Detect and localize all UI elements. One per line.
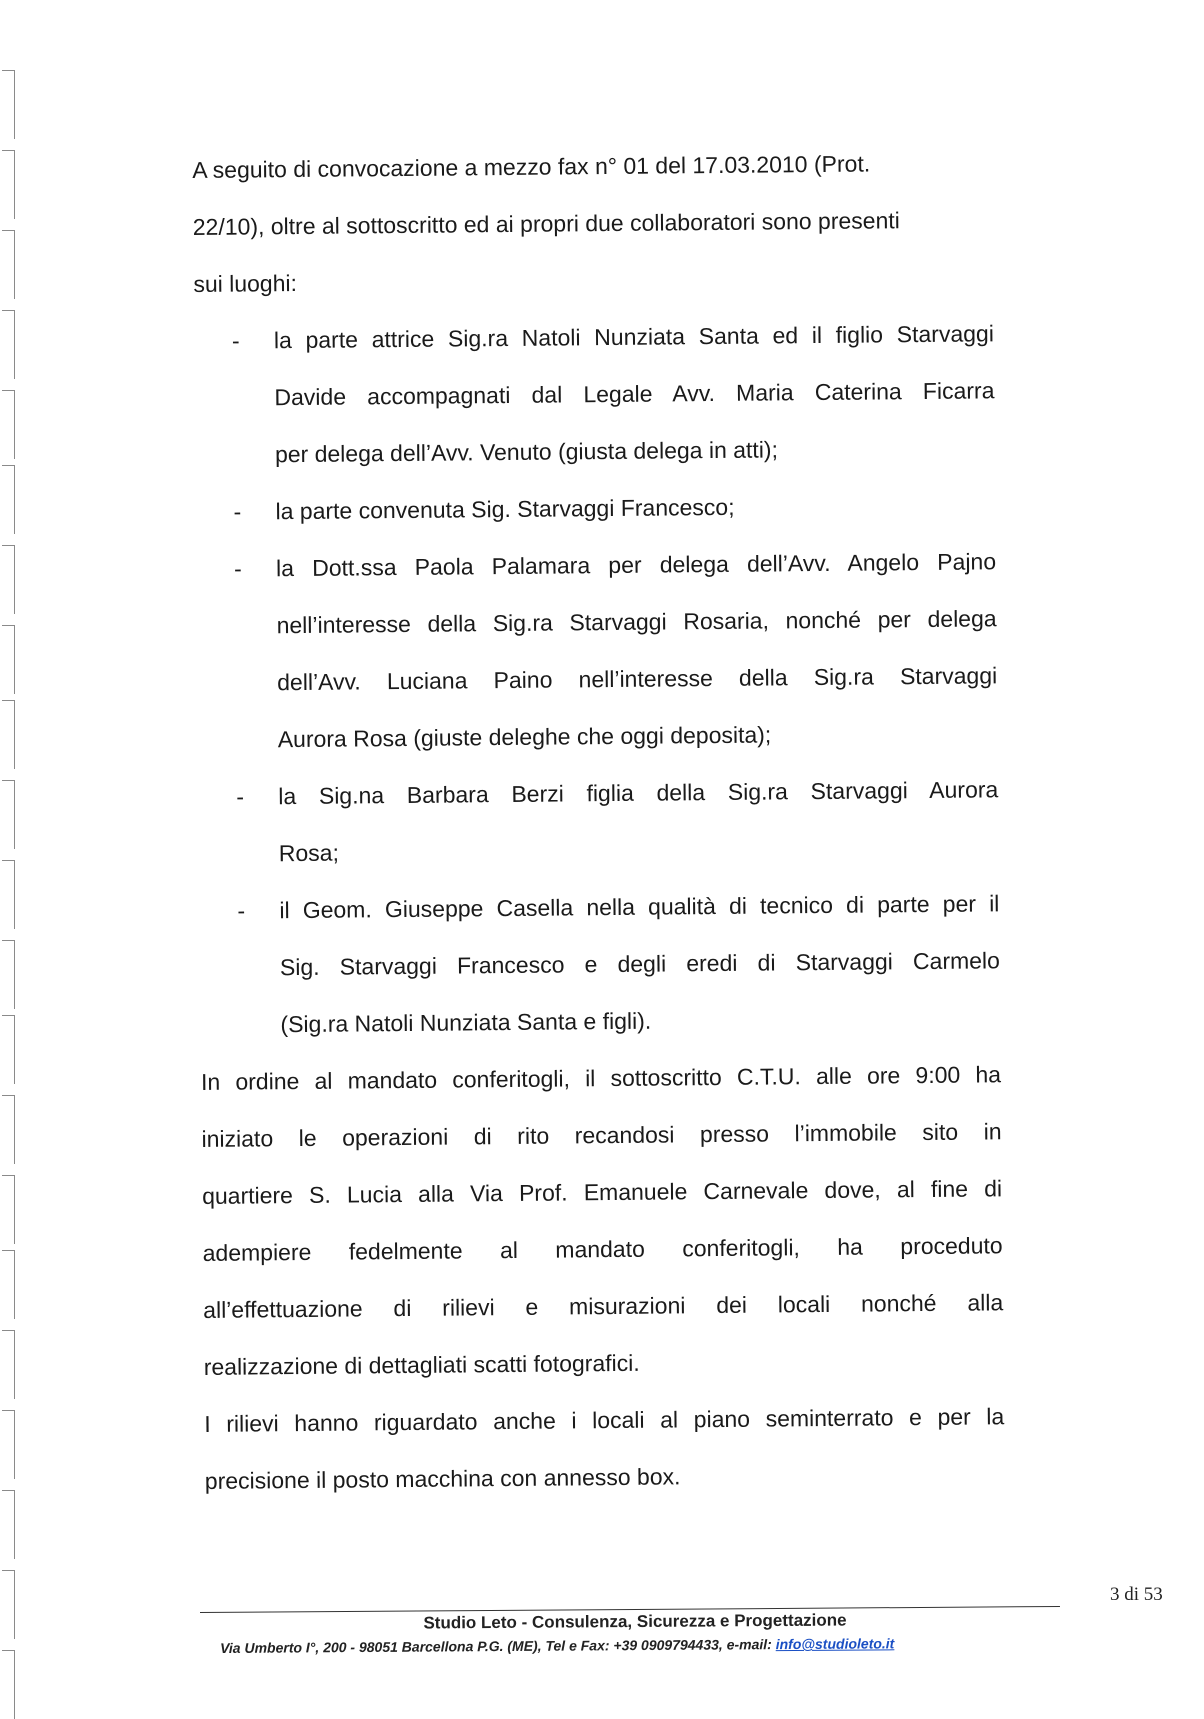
- margin-mark: [2, 545, 15, 614]
- text-line: quartiere S. Lucia alla Via Prof. Emanuele Carnevale dove, al fine di: [201, 1175, 1003, 1209]
- text-line: realizzazione di dettagliati scatti fotografici.: [203, 1349, 640, 1380]
- intro-paragraph: [192, 134, 994, 313]
- list-item: [194, 305, 996, 484]
- text-line: la parte attrice Sig.ra Natoli Nunziata Santa ed il figlio Starvaggi: [273, 320, 994, 354]
- list-item: [195, 476, 996, 541]
- margin-mark: [2, 1095, 15, 1164]
- text-line: adempiere fedelmente al mandato conferitogli, ha proceduto: [202, 1232, 1003, 1266]
- list-item: [198, 761, 999, 883]
- dash-bullet: -: [237, 897, 246, 924]
- operations-paragraph: [201, 1046, 1004, 1396]
- text-line: iniziato le operazioni di rito recandosi presso l’immobile sito in: [201, 1118, 1002, 1152]
- text-line: 22/10), oltre al sottoscritto ed ai propri due collaboratori sono presenti: [192, 207, 900, 240]
- margin-mark: [2, 465, 15, 534]
- document-body: [192, 134, 1005, 1510]
- footer-address-text: Via Umberto I°, 200 - 98051 Barcellona P.G. (ME), Tel e Fax: +39 0909794433, e-mail:: [220, 1636, 776, 1656]
- margin-mark: [2, 1570, 15, 1639]
- margin-mark: [2, 70, 15, 139]
- text-line: Sig. Starvaggi Francesco e degli eredi di Starvaggi Carmelo: [279, 947, 1001, 981]
- footer-studio-title: Studio Leto - Consulenza, Sicurezza e Progettazione: [423, 1610, 847, 1633]
- text-line: sui luoghi:: [193, 269, 298, 297]
- text-line: In ordine al mandato conferitogli, il sottoscritto C.T.U. alle ore 9:00 ha: [200, 1061, 1002, 1095]
- dash-bullet: -: [231, 327, 240, 354]
- list-item: [199, 875, 1001, 1054]
- footer-address: [220, 1634, 1080, 1656]
- margin-mark: [2, 700, 15, 769]
- dash-bullet: -: [236, 783, 245, 810]
- margin-mark: [2, 860, 15, 929]
- attendees-list: [194, 305, 1001, 1054]
- margin-mark: [2, 1015, 15, 1084]
- margin-mark: [2, 1410, 15, 1479]
- text-line: I rilievi hanno riguardato anche i locali al piano seminterrato e per la: [204, 1403, 1005, 1437]
- text-line: precisione il posto macchina con annesso box.: [204, 1463, 681, 1494]
- text-line: dell’Avv. Luciana Paino nell’interesse della Sig.ra Starvaggi: [277, 662, 998, 696]
- margin-mark: [2, 1330, 15, 1399]
- margin-mark: [2, 150, 15, 219]
- margin-mark: [2, 625, 15, 694]
- margin-mark: [2, 1490, 15, 1559]
- dash-bullet: -: [233, 555, 242, 582]
- margin-mark: [2, 1250, 15, 1319]
- text-line: per delega dell’Avv. Venuto (giusta delega in atti);: [274, 436, 779, 468]
- text-line: Aurora Rosa (giuste deleghe che oggi deposita);: [277, 721, 772, 753]
- text-line: la Sig.na Barbara Berzi figlia della Sig.ra Starvaggi Aurora: [278, 776, 999, 810]
- text-line: la Dott.ssa Paola Palamara per delega dell’Avv. Angelo Pajno: [275, 548, 997, 582]
- text-line: Davide accompagnati dal Legale Avv. Maria Caterina Ficarra: [274, 377, 995, 411]
- margin-mark: [2, 390, 15, 459]
- margin-mark: [2, 940, 15, 1009]
- binding-margin-marks: [0, 0, 20, 1718]
- margin-mark: [2, 1175, 15, 1244]
- margin-mark: [2, 780, 15, 849]
- text-line: la parte convenuta Sig. Starvaggi Francesco;: [275, 493, 735, 525]
- survey-paragraph: [204, 1388, 1005, 1510]
- page-number: 3 di 53: [1110, 1584, 1163, 1605]
- text-line: Rosa;: [278, 839, 340, 867]
- margin-mark: [2, 1650, 15, 1719]
- text-line: nell’interesse della Sig.ra Starvaggi Rosaria, nonché per delega: [276, 605, 997, 639]
- text-line: il Geom. Giuseppe Casella nella qualità di tecnico di parte per il: [279, 890, 1000, 924]
- text-line: A seguito di convocazione a mezzo fax n° 01 del 17.03.2010 (Prot.: [192, 150, 871, 183]
- margin-mark: [2, 310, 15, 379]
- margin-mark: [2, 230, 15, 299]
- footer-email-link[interactable]: info@studioleto.it: [775, 1635, 895, 1653]
- dash-bullet: -: [233, 498, 242, 525]
- text-line: all’effettuazione di rilievi e misurazioni dei locali nonché alla: [203, 1289, 1004, 1323]
- list-item: [196, 533, 998, 769]
- text-line: (Sig.ra Natoli Nunziata Santa e figli).: [280, 1007, 652, 1038]
